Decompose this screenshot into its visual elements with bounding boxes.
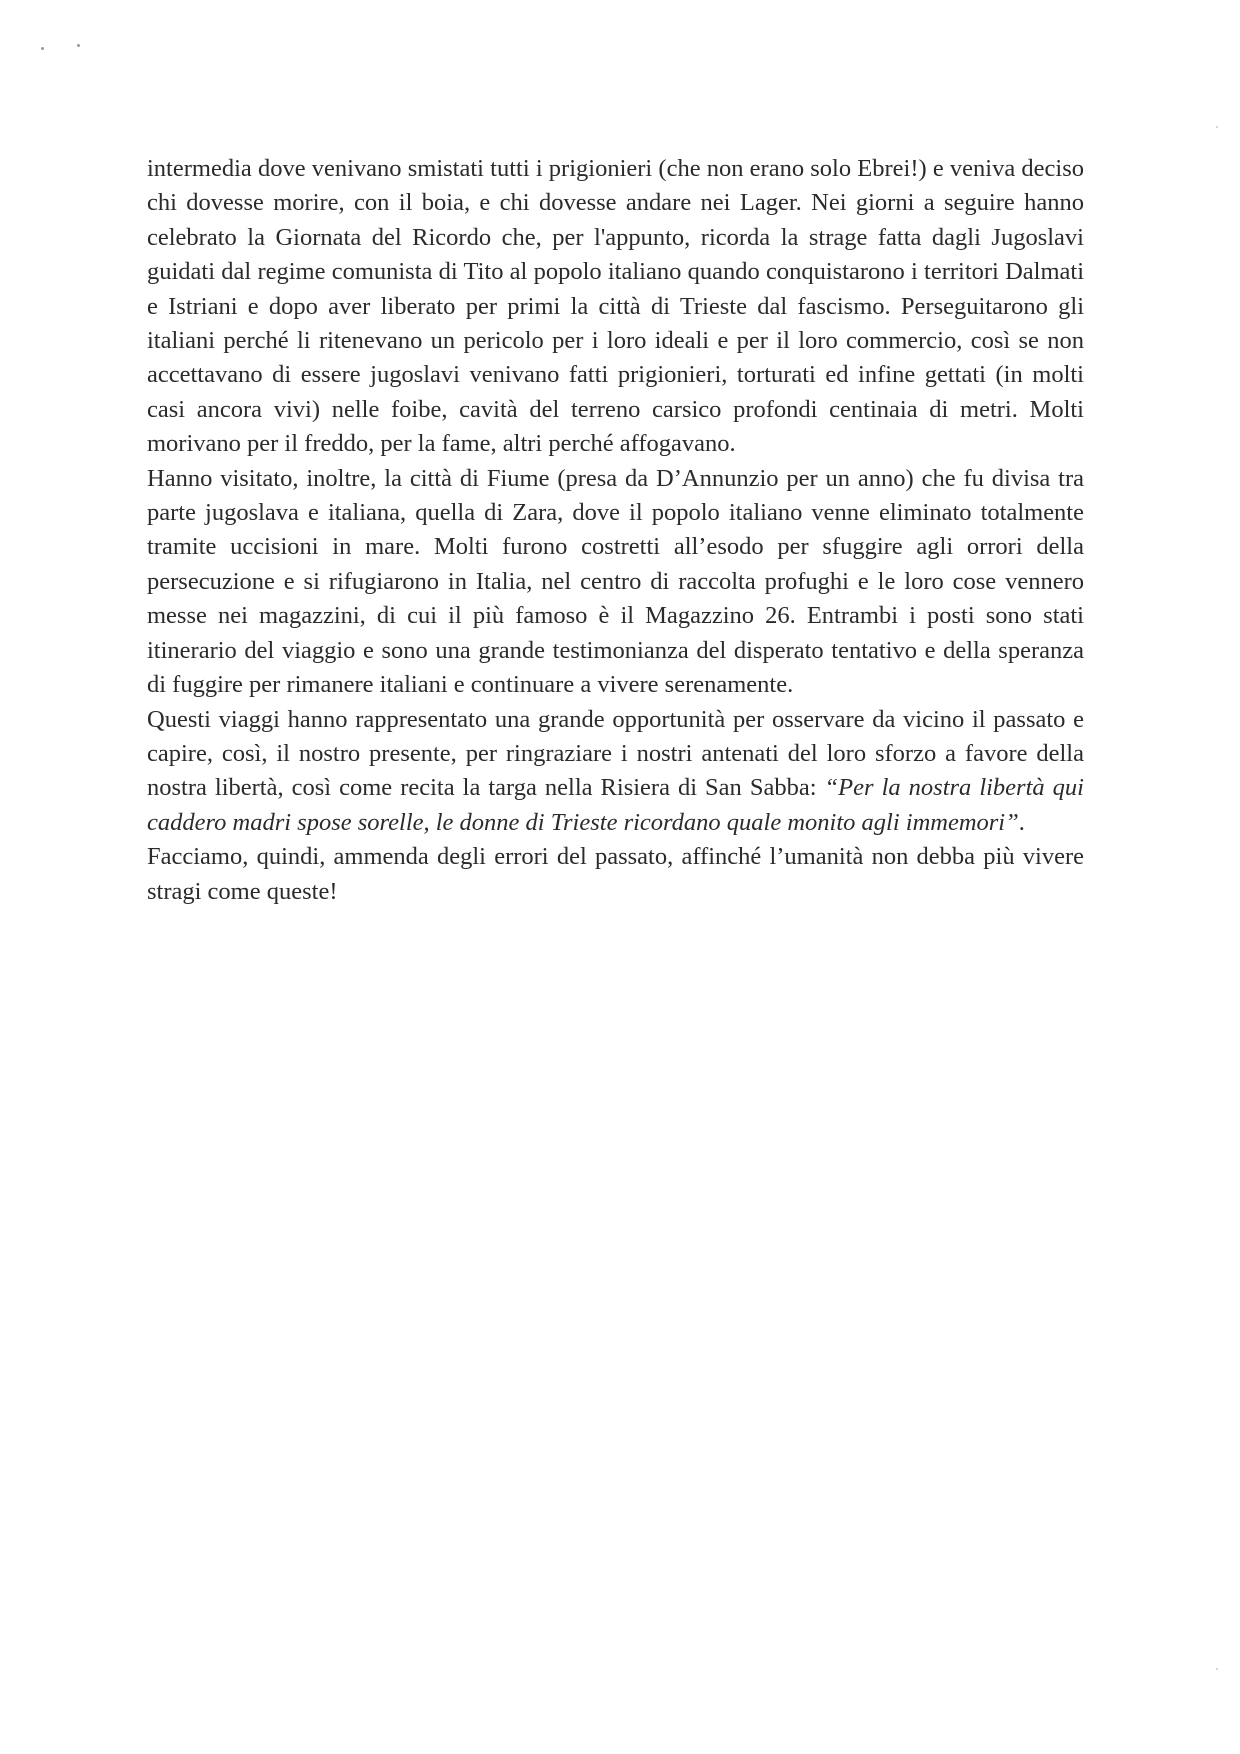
scan-speck [1216,126,1218,128]
paragraph-4: Facciamo, quindi, ammenda degli errori del passato, affinché l’umanità non debba più vivere stragi come queste! [147,843,1084,905]
paragraph-1: intermedia dove venivano smistati tutti i prigionieri (che non erano solo Ebrei!) e veniva deciso chi dovesse morire, con il boia, e chi dovesse andare nei Lager. Nei giorni a seguire hanno celebrato la Giornata del Ricordo che, per l'appunto, ricorda la strage fatta dagli Jugoslavi guidati dal regime comunista di Tito al popolo italiano quando conquistarono i territori Dalmati e Istriani e dopo aver liberato per primi la città di Trieste dal fascismo. Perseguitarono gli italiani perché li ritenevano un pericolo per i loro ideali e per il loro commercio, così se non accettavano di essere jugoslavi venivano fatti prigionieri, torturati ed infine gettati (in molti casi ancora vivi) nelle foibe, cavità del terreno carsico profondi centinaia di metri. Molti morivano per il freddo, per la fame, altri perché affogavano. [147,155,1084,458]
paragraph-3 [147,703,1084,841]
scan-speck [77,44,80,47]
scan-speck [41,47,44,50]
paragraph-3-end: . [1018,808,1025,836]
paragraph-2: Hanno visitato, inoltre, la città di Fiume (presa da D’Annunzio per un anno) che fu divisa tra parte jugoslava e italiana, quella di Zara, dove il popolo italiano venne eliminato totalmente tramite uccisioni in mare. Molti furono costretti all’esodo per sfuggire agli orrori della persecuzione e si rifugiarono in Italia, nel centro di raccolta profughi e le loro cose vennero messe nei magazzini, di cui il più famoso è il Magazzino 26. Entrambi i posti sono stati itinerario del viaggio e sono una grande testimonianza del disperato tentativo e della speranza di fuggire per rimanere italiani e continuare a vivere serenamente. [147,464,1084,699]
document-body [147,152,1084,909]
paragraph-3-text: Questi viaggi hanno rappresentato una grande opportunità per osservare da vicino il passato e capire, così, il nostro presente, per ringraziare i nostri antenati del loro sforzo a favore della nostra libertà, così come recita la targa nella Risiera di San Sabba: [147,705,1084,802]
scan-speck [1216,1668,1218,1670]
plaque-quote: “Per la nostra libertà qui caddero madri spose sorelle, le donne di Trieste ricordano quale monito agli immemori” [147,774,1084,836]
